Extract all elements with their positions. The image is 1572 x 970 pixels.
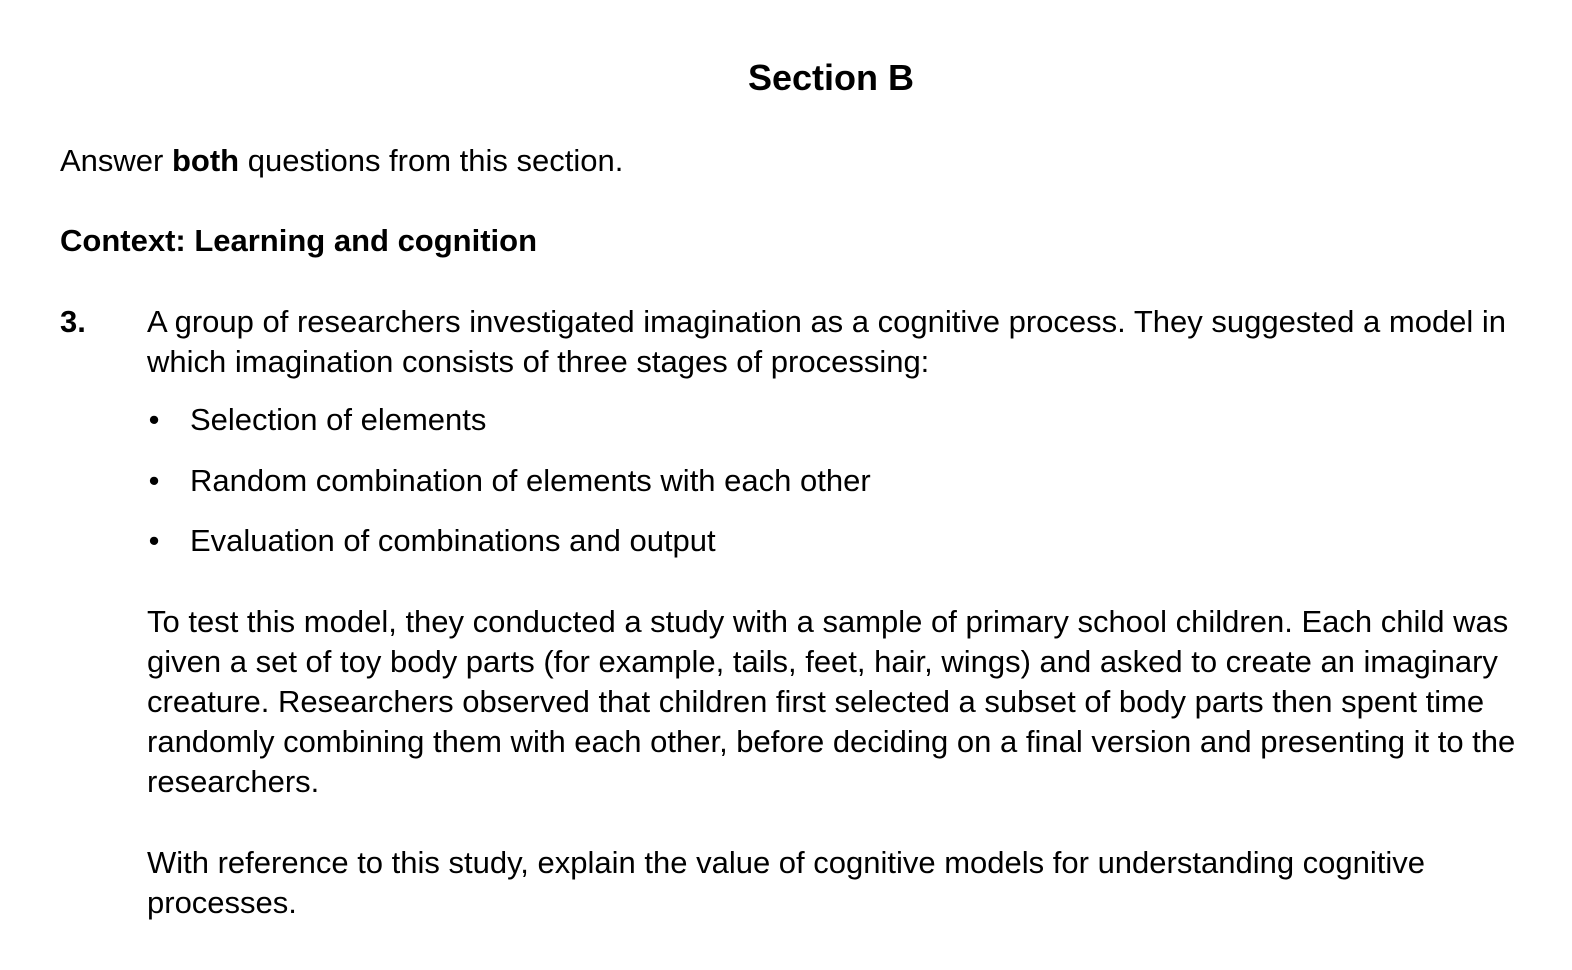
bullet-icon: • <box>148 462 160 498</box>
bullet-icon: • <box>148 523 160 558</box>
question-task: With reference to this study, explain the value of cognitive models for understanding cognitive processes. <box>147 845 1426 920</box>
instruction <box>60 142 623 180</box>
context-heading: Context: Learning and cognition <box>60 223 538 258</box>
instruction-emphasis: both <box>171 143 240 178</box>
list-item-text: Evaluation of combinations and output <box>190 523 716 558</box>
section-title: Section B <box>747 57 915 98</box>
list-item-text: Random combination of elements with each other <box>190 462 871 498</box>
instruction-suffix: questions from this section. <box>239 143 624 178</box>
study-description: To test this model, they conducted a study with a sample of primary school children. Each child was given a set of toy body parts (for example, tails, feet, hair, wings) and asked to create an imaginary creature. Researchers observed that children first selected a subset of body parts then spent time randomly combining them with each other, before deciding on a final version and presenting it to the researchers. <box>147 604 1516 799</box>
list-item-text: Selection of elements <box>190 402 487 437</box>
instruction-prefix: Answer <box>60 143 172 178</box>
question-intro: A group of researchers investigated imagination as a cognitive process. They suggested a model in which imagination consists of three stages of processing: <box>147 304 1507 379</box>
bullet-icon: • <box>148 402 160 437</box>
question-number: 3. <box>60 304 86 339</box>
